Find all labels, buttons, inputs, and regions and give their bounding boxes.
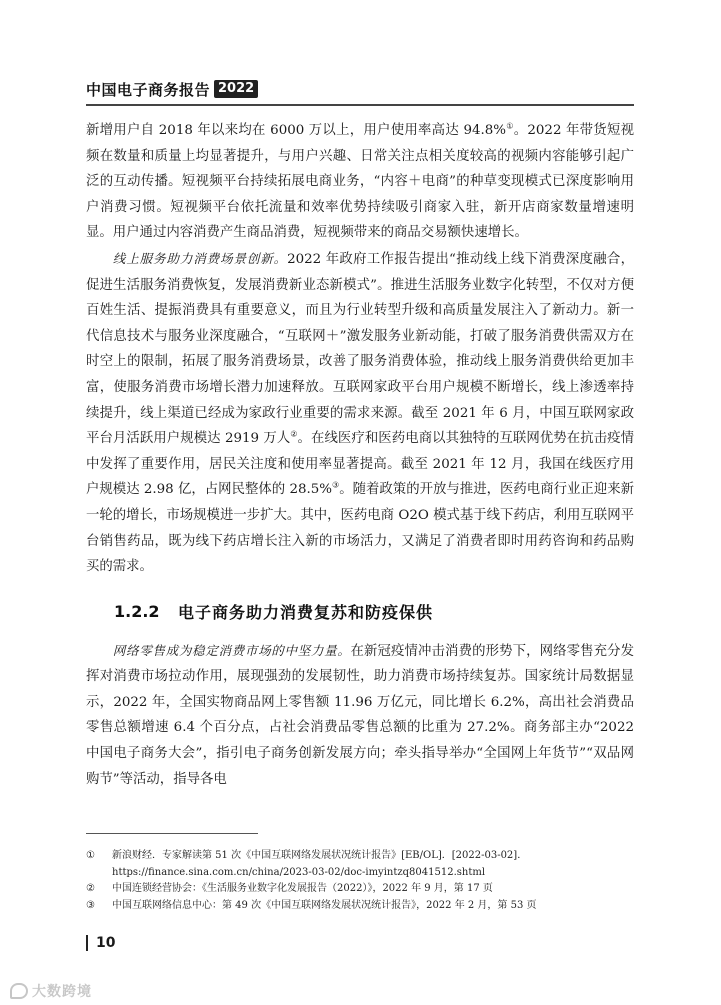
footnote-mark: ③: [86, 899, 95, 911]
running-header: [86, 78, 258, 100]
footnote-1: [86, 848, 646, 881]
footnote-text: 中国连锁经营协会：《生活服务业数字化发展报告（2022）》，2022 年 9 月，第 17 页: [112, 883, 493, 894]
section-heading: [86, 598, 634, 626]
paragraph-online-retail: [86, 638, 634, 793]
section-number: 1.2.2: [114, 602, 160, 622]
paragraph-lead: 网络零售成为稳定消费市场的中坚力量。: [112, 642, 351, 658]
watermark: [10, 980, 92, 1002]
paragraph-text: 新增用户自 2018 年以来均在 6000 万以上，用户使用率高达 94.8%: [86, 123, 507, 138]
section-title: 电子商务助力消费复苏和防疫保供: [178, 603, 434, 623]
footnote-text: 中国互联网络信息中心：第 49 次《中国互联网络发展状况统计报告》，2022 年 2 月，第 53 页: [112, 899, 537, 911]
footnote-mark: ②: [86, 883, 95, 894]
footnote-ref-3[interactable]: ③: [331, 480, 340, 490]
header-rule: [86, 104, 634, 106]
footnote-ref-2[interactable]: ②: [290, 429, 298, 439]
paragraph-text: 。2022 年带货短视频在数量和质量上均显著提升，与用户兴趣、日常关注点相关度较高的视频内容能够引起广泛的互动传播。短视频平台持续拓展电商业务，“内容＋电商”的种草变现模式已深度影响用户消费习惯。短视频平台依托流量和效率优势持续吸引商家入驻，新开店商家数量增速明显。用户通过内容消费产生商品消费，短视频带来的商品交易额快速增长。: [86, 123, 634, 241]
report-title: 中国电子商务报告: [86, 80, 211, 99]
watermark-text: 大数跨境: [32, 984, 92, 1000]
report-year-badge: 2022: [214, 80, 258, 98]
watermark-logo-icon: [10, 983, 28, 999]
paragraph-lead: 线上服务助力消费场景创新。: [112, 250, 288, 266]
paragraph-text: 在新冠疫情冲击消费的形势下，网络零售充分发挥对消费市场拉动作用，展现强劲的发展韧性，助力消费市场持续复苏。国家统计局数据显示，2022 年，全国实物商品网上零售额 11.96 万亿元，同比增长 6.2%，高出社会消费品零售总额增速 6.4 个百分点，占社会消费品零售总额的比重为 27.2%。商务部主办“2022 中国电子商务大会”，指引电子商务创新发展方向；牵头指导举办“全国网上年货节”“双品网购节”等活动，指导各电: [86, 643, 635, 787]
footnote-2: [86, 881, 646, 898]
paragraph-text: 2022 年政府工作报告提出“推动线上线下消费深度融合，促进生活服务消费恢复，发展消费新业态新模式”。推进生活服务业数字化转型，不仅对方便百姓生活、提振消费具有重要意义，而且为行业转型升级和高质量发展注入了新动力。新一代信息技术与服务业深度融合，“互联网＋”激发服务业新动能，打破了服务消费供需双方在时空上的限制，拓展了服务消费场景，改善了服务消费体验，推动线上服务消费供给更加丰富，使服务消费市场增长潜力加速释放。互联网家政平台用户规模不断增长，线上渗透率持续提升，线上渠道已经成为家政行业重要的需求来源。截至 2021 年 6 月，中国互联网家政平台月活跃用户规模达 2919 万人: [86, 251, 634, 447]
paragraph-online-services: [86, 246, 634, 580]
footnote-rule: [86, 833, 258, 834]
paragraph-short-video: [86, 118, 634, 246]
footnote-ref-1[interactable]: ①: [506, 121, 514, 131]
footnote-3: [86, 898, 646, 915]
paragraph-text: 。随着政策的开放与推进，医药电商行业正迎来新一轮的增长，市场规模进一步扩大。其中，医药电商 O2O 模式基于线下药店，利用互联网平台销售药品，既为线下药店增长注入新的市场活力，又满足了消费者即时用药咨询和药品购买的需求。: [86, 482, 635, 575]
page-number-bar: [86, 935, 88, 951]
body-text: [86, 118, 634, 792]
page-number: [86, 933, 115, 953]
footnote-mark: ①: [86, 850, 95, 861]
footnote-text: 新浪财经．专家解读第 51 次《中国互联网络发展状况统计报告》[EB/OL]．[2022-03-02]．https://finance.sina.com.cn/china/2023-03-02/doc-imyintzq8041512.shtml: [112, 850, 528, 878]
paragraph-text: 。在线医疗和医药电商以其独特的互联网优势在抗击疫情中发挥了重要作用，居民关注度和使用率显著提高。截至 2021 年 12 月，我国在线医疗用户规模达 2.98 亿，占网民整体的 28.5%: [86, 431, 635, 498]
footnotes: [86, 848, 646, 914]
page-number-value: 10: [96, 935, 116, 951]
